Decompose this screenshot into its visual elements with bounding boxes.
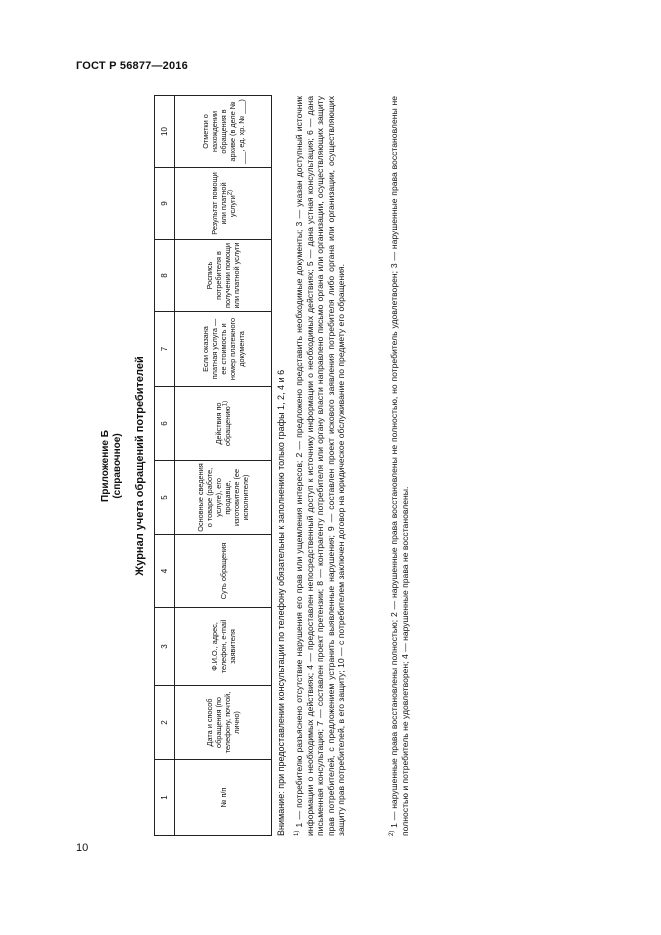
column-number: 2 [155,686,175,760]
column-header [175,312,272,387]
column-header-text: Результат помощи или платной услуги [209,172,237,235]
column-header [175,535,272,608]
column-header-text: Действия по обращению [214,402,232,447]
standard-code: ГОСТ Р 56877—2016 [76,60,188,72]
column-number: 9 [155,168,175,240]
column-number: 5 [155,461,175,535]
journal-title: Журнал учета обращений потребителей [134,356,146,576]
column-header-row [175,96,272,836]
column-header-text: Ф.И.О., адрес, телефон, e-mail заявителя [209,619,237,674]
footnote-ref: 2) [227,189,234,196]
page-number: 10 [76,842,89,854]
column-number: 7 [155,312,175,387]
footnote-text: 1 — нарушенные права восстановлены полностью; 2 — нарушенные права восстановлены не полностью, но потребитель удовлетворен; 3 — нарушенные права восстановлены не полностью и потребитель не удовлетворен; 4 — нарушенные права не восстановлены. [389,96,410,836]
column-header [175,168,272,240]
footnote-text: 1 — потребителю разъяснено отсутствие нарушения его прав или ущемления интересов; 2 — предложено представить необходимые документы; 3 — указан доступный источник информации о необходимых действиях; 4 — предоставлен непосредственный доступ к источнику информации о необходимых действиях; 5 — дана устная консультация; 6 — дана письменная консультация; 7 — составлен проект претензии; 8 — контрагенту потребителя или органу власти направлено письмо органа или организации, осуществляющих защиту прав потребителей, с предложением устранить выявленные нарушения; 9 — составлен проект искового заявления потребителя либо органа или организации, осуществляющих защиту прав потребителей, в его защиту; 10 — с потребителем заключен договор на юридическое обслуживание по предмету его обращения. [294,95,346,836]
column-number-row [155,96,175,836]
column-header-text: Основные сведения о товаре (работе, услуге), его продавце, изготовителе (ее исполнителе) [196,463,250,532]
column-header-text: Если оказана платная услуга — ее стоимость и номер платежного документа [200,317,246,381]
appendix-subtitle: (справочное) [112,433,123,499]
column-header-text: Суть обращения [218,542,228,600]
column-header [175,608,272,686]
appendix-title: Приложение Б [100,430,111,502]
column-header [175,96,272,168]
footnote-mark: 1) [294,830,301,836]
column-header-text: Отметки о нахождении обращения в архиве (в деле № ___, ед. хр. № ___) [200,99,246,164]
column-number: 10 [155,96,175,168]
journal-table [154,95,272,836]
column-number: 8 [155,240,175,312]
notice-text: Внимание: при предоставлении консультации по телефону обязательны к заполнению только графы 1, 2, 4 и 6 [276,369,286,836]
column-header [175,240,272,312]
column-header-text: Роспись потребителя в получении помощи или платной услуги [205,242,241,309]
column-number: 3 [155,608,175,686]
footnote-2 [389,96,413,836]
footnote-1 [294,96,390,836]
rotated-appendix-content [100,95,410,836]
column-header [175,387,272,461]
footnote-mark: 2) [389,830,396,836]
footnote-ref: 1) [222,400,229,407]
column-header [175,461,272,535]
column-header-text: № п/п [218,787,228,808]
column-header [175,760,272,836]
column-header-text: Дата и способ обращения (по телефону, почтой, лично) [205,691,241,754]
column-number: 6 [155,387,175,461]
column-number: 1 [155,760,175,836]
column-header [175,686,272,760]
column-number: 4 [155,535,175,608]
